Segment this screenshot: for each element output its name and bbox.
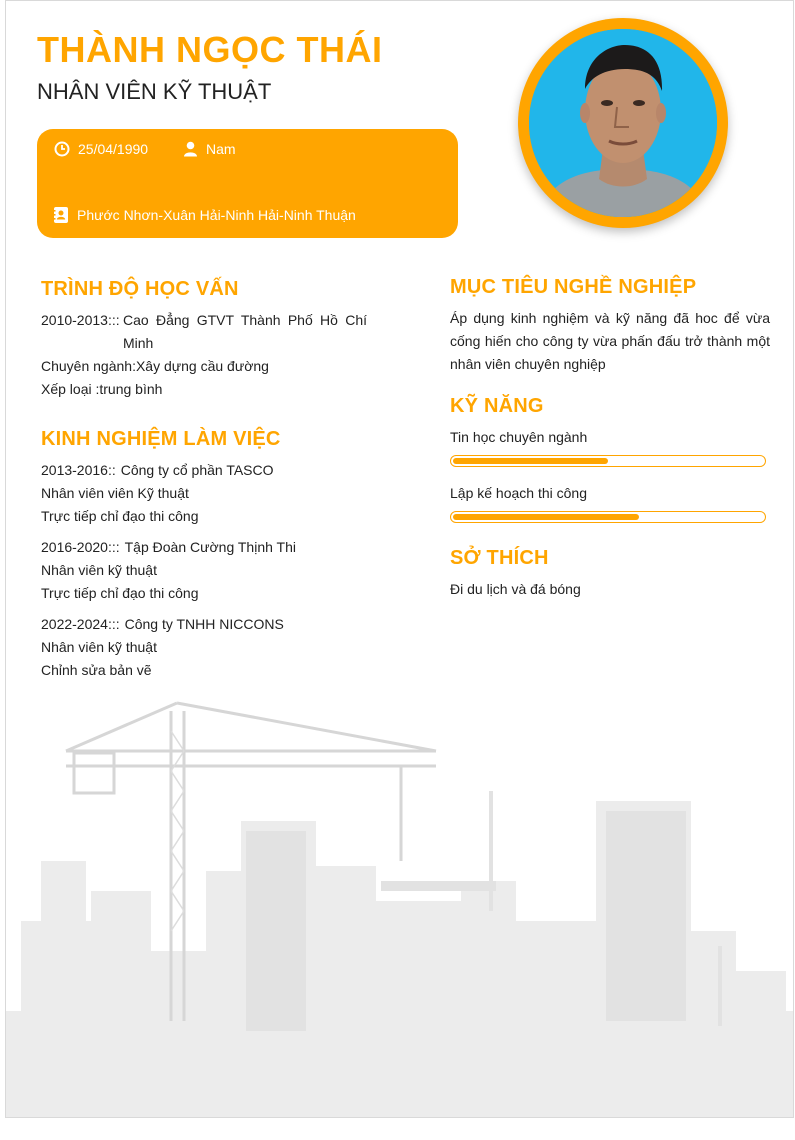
skill-name: Tin học chuyên ngành	[450, 429, 588, 445]
experience-company: Công ty cổ phần TASCO	[120, 462, 274, 478]
address-value: Phước Nhơn-Xuân Hải-Ninh Hải-Ninh Thuận	[77, 207, 356, 223]
avatar	[529, 29, 717, 217]
objective-text: Áp dụng kinh nghiệm và kỹ năng đã hoc để vừa cống hiến cho công ty vừa phấn đấu trở thành một nhân viên chuyên nghiệp	[450, 310, 770, 372]
experience-role: Nhân viên kỹ thuật	[41, 562, 157, 578]
education-section	[41, 309, 367, 401]
experience-task: Trực tiếp chỉ đạo thi công	[41, 508, 199, 524]
education-school: Cao Đẳng GTVT Thành Phố Hồ Chí Minh	[123, 312, 367, 351]
experience-section	[41, 459, 371, 682]
experience-period: 2022-2024:::	[41, 616, 120, 632]
hobbies-text: Đi du lịch và đá bóng	[450, 581, 581, 597]
city-skyline-illustration	[6, 691, 794, 1118]
personal-info-box	[37, 129, 458, 238]
avatar-frame	[518, 18, 728, 228]
skill-bar-fill	[453, 458, 608, 464]
hobbies-title: SỞ THÍCH	[450, 547, 549, 569]
cv-page	[5, 0, 794, 1118]
education-entry	[41, 309, 367, 355]
experience-company: Tập Đoàn Cường Thịnh Thi	[124, 539, 296, 555]
objective-title: MỤC TIÊU NGHỀ NGHIỆP	[450, 276, 697, 298]
experience-role: Nhân viên viên Kỹ thuật	[41, 485, 189, 501]
candidate-position: NHÂN VIÊN KỸ THUẬT	[37, 79, 272, 104]
experience-role: Nhân viên kỹ thuật	[41, 639, 157, 655]
experience-item	[41, 536, 371, 605]
experience-item	[41, 613, 371, 682]
experience-company: Công ty TNHH NICCONS	[124, 616, 284, 632]
experience-period: 2016-2020:::	[41, 539, 120, 555]
education-grade: Xếp loại :trung bình	[41, 381, 163, 397]
education-period: 2010-2013:::	[41, 312, 120, 328]
candidate-name: THÀNH NGỌC THÁI	[37, 29, 383, 70]
gender-item	[183, 141, 236, 157]
contact-book-icon	[53, 206, 69, 224]
clock-icon	[54, 141, 70, 157]
experience-item	[41, 459, 371, 528]
user-icon	[183, 141, 198, 157]
experience-title: KINH NGHIỆM LÀM VIỆC	[41, 428, 281, 450]
skills-title: KỸ NĂNG	[450, 395, 544, 417]
experience-task: Chỉnh sửa bản vẽ	[41, 662, 152, 678]
skill-bar-fill	[453, 514, 639, 520]
education-major: Chuyên ngành:Xây dựng cầu đường	[41, 358, 269, 374]
education-title: TRÌNH ĐỘ HỌC VẤN	[41, 278, 239, 300]
skill-bar	[450, 455, 766, 467]
skill-name: Lập kế hoạch thi công	[450, 485, 587, 501]
experience-period: 2013-2016::	[41, 462, 116, 478]
skill-bar	[450, 511, 766, 523]
dob-item	[54, 141, 148, 157]
address-item	[53, 206, 356, 224]
gender-value: Nam	[206, 141, 236, 157]
dob-value: 25/04/1990	[78, 141, 149, 157]
experience-task: Trực tiếp chỉ đạo thi công	[41, 585, 199, 601]
